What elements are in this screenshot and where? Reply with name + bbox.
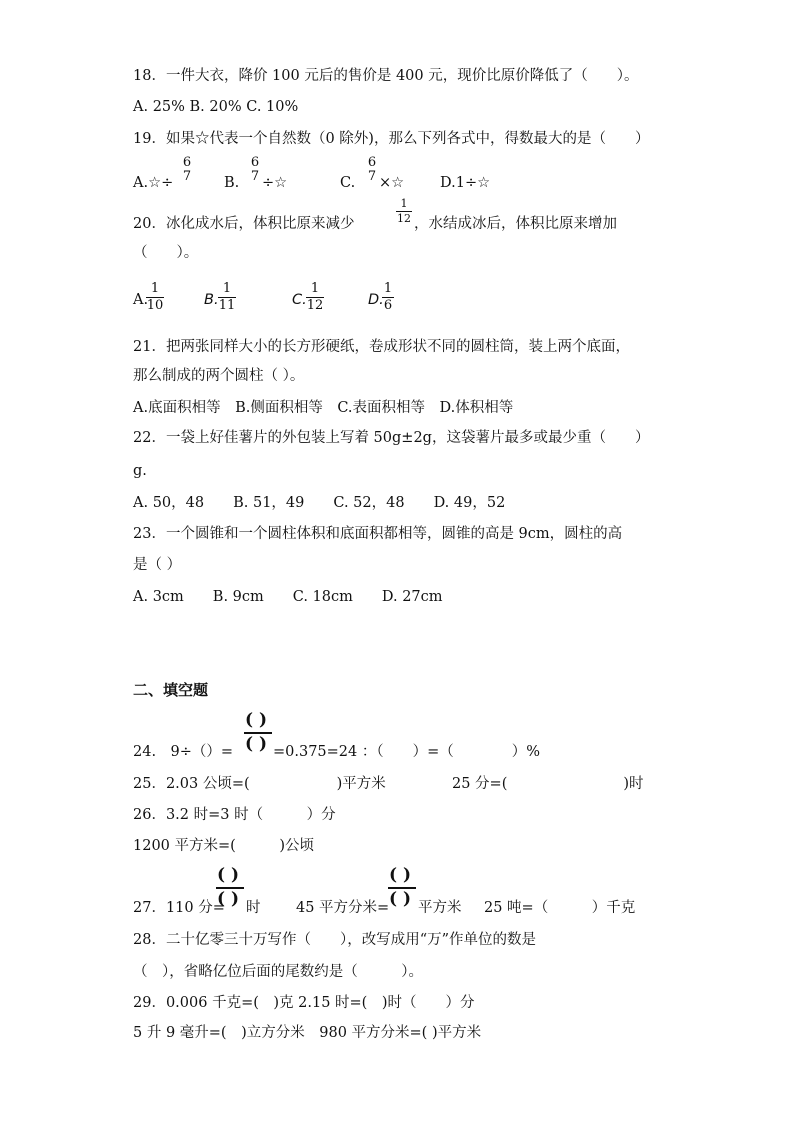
q19-b-fraction: 6 7 bbox=[250, 155, 260, 184]
q21-line1: 21．把两张同样大小的长方形硬纸，卷成形状不同的圆柱筒，装上两个底面， bbox=[133, 339, 630, 355]
q27-a-denominator-blank: ( ) bbox=[217, 889, 240, 909]
q24-pre: 24. 9÷（）= bbox=[133, 744, 234, 760]
q19-text: 19．如果☆代表一个自然数（0 除外)，那么下列各式中，得数最大的是（ ） bbox=[133, 131, 650, 147]
q27-b-denominator-blank: ( ) bbox=[389, 889, 412, 909]
q27-a-pre: 27．110 分= bbox=[133, 900, 225, 916]
q21-options: A.底面积相等 B.侧面积相等 C.表面积相等 D.体积相等 bbox=[133, 400, 514, 416]
q23-options: A. 3cm B. 9cm C. 18cm D. 27cm bbox=[133, 589, 443, 605]
q20-option-a-fraction: 1 10 bbox=[146, 281, 164, 313]
q19-option-b: ÷☆ bbox=[262, 175, 288, 191]
q20-option-d-fraction: 1 6 bbox=[383, 281, 393, 313]
q20-option-c-label: C. bbox=[292, 292, 307, 308]
q24-post: =0.375=24 ：（ ）=（ ）% bbox=[273, 744, 541, 760]
q19-c-fraction: 6 7 bbox=[367, 155, 377, 184]
q27-a-post: 时 bbox=[246, 900, 261, 916]
q20-option-d-label: D. bbox=[368, 292, 384, 308]
q20-option-a-label: A. bbox=[133, 292, 149, 308]
q29-line1: 29．0.006 千克=( )克 2.15 时=( )时（ ）分 bbox=[133, 995, 475, 1011]
q23-line2: 是（ ） bbox=[133, 557, 182, 573]
q27-c: 25 吨=（ ）千克 bbox=[484, 900, 636, 916]
q20-option-b-label: B. bbox=[204, 292, 219, 308]
q22-line1: 22．一袋上好佳薯片的外包装上写着 50g±2g，这袋薯片最多或最少重（ ） bbox=[133, 430, 650, 446]
q22-line2: g. bbox=[133, 463, 147, 479]
q22-options: A. 50，48 B. 51，49 C. 52，48 D. 49，52 bbox=[133, 495, 506, 511]
q27-b-pre: 45 平方分米= bbox=[296, 900, 390, 916]
q29-line2: 5 升 9 毫升=( )立方分米 980 平方分米=( )平方米 bbox=[133, 1025, 482, 1041]
q19-option-d: D.1÷☆ bbox=[440, 175, 491, 191]
q28-line2: （ ），省略亿位后面的尾数约是（ ）。 bbox=[133, 964, 423, 980]
q27-a-numerator-blank: ( ) bbox=[217, 865, 240, 885]
q18-text: 18．一件大衣，降价 100 元后的售价是 400 元，现价比原价降低了（ ）。 bbox=[133, 68, 639, 84]
q27-b-post: 平方米 bbox=[418, 900, 462, 916]
q20-text-pre: 20．冰化成水后，体积比原来减少 bbox=[133, 216, 355, 232]
q24-fraction-denominator-blank: ( ) bbox=[245, 734, 268, 754]
q25-b: 25 分=( )时 bbox=[452, 776, 644, 792]
q19-option-c-label: C. bbox=[340, 175, 356, 191]
q26-line1: 26．3.2 时=3 时（ ）分 bbox=[133, 807, 336, 823]
q26-line2: 1200 平方米=( )公顷 bbox=[133, 838, 314, 854]
q28-line1: 28．二十亿零三十万写作（ ），改写成用“万”作单位的数是 bbox=[133, 932, 537, 948]
q20-text-post: ，水结成冰后，体积比原来增加 bbox=[414, 216, 617, 232]
q25-a: 25．2.03 公顷=( )平方米 bbox=[133, 776, 386, 792]
section-title: 二、填空题 bbox=[133, 681, 209, 699]
q20-option-c-fraction: 1 12 bbox=[306, 281, 324, 313]
q19-a-fraction: 6 7 bbox=[182, 155, 192, 184]
q23-line1: 23．一个圆锥和一个圆柱体积和底面积都相等，圆锥的高是 9cm，圆柱的高 bbox=[133, 526, 623, 542]
q18-options: A. 25% B. 20% C. 10% bbox=[133, 99, 299, 115]
q20-line2: （ ）。 bbox=[133, 245, 199, 261]
q24-fraction-numerator-blank: ( ) bbox=[245, 710, 268, 730]
q19-option-a: A.☆÷ bbox=[133, 175, 174, 191]
q19-option-b-label: B. bbox=[224, 175, 240, 191]
q20-fraction: 1 12 bbox=[397, 197, 411, 225]
q20-option-b-fraction: 1 11 bbox=[218, 281, 236, 313]
q19-option-c: ×☆ bbox=[379, 175, 405, 191]
q21-line2: 那么制成的两个圆柱（ ）。 bbox=[133, 368, 305, 384]
q27-b-numerator-blank: ( ) bbox=[389, 865, 412, 885]
